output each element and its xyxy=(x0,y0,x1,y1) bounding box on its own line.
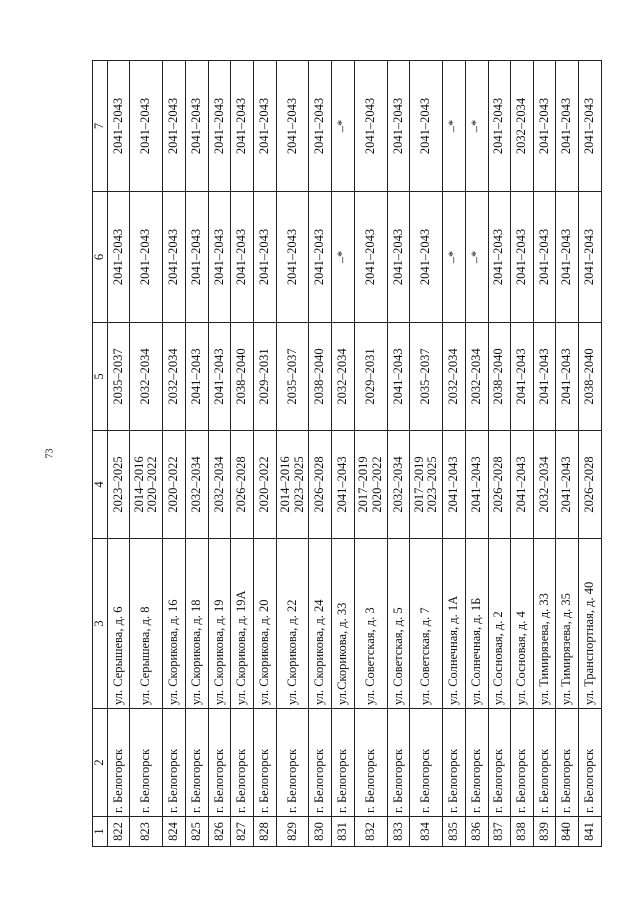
city-cell: г. Белогорск xyxy=(107,709,130,817)
col4-cell: 2041–2043 xyxy=(332,431,355,539)
address-cell: ул. Скорикова, д. 19А xyxy=(231,539,254,709)
row-number: 839 xyxy=(533,817,556,847)
city-cell: г. Белогорск xyxy=(465,709,488,817)
col6-cell: 2041–2043 xyxy=(511,192,534,323)
col4-cell: 2032–2034 xyxy=(387,431,410,539)
col4-cell: 2041–2043 xyxy=(556,431,579,539)
col4-cell: 2014–2016 2023–2025 xyxy=(276,431,309,539)
header-col-5: 5 xyxy=(93,323,108,431)
city-cell: г. Белогорск xyxy=(556,709,579,817)
row-number: 831 xyxy=(332,817,355,847)
col6-cell: –* xyxy=(443,192,466,323)
row-number: 832 xyxy=(354,817,387,847)
table-row xyxy=(208,61,231,847)
schedule-table xyxy=(92,60,602,847)
table-row xyxy=(130,61,163,847)
col7-cell: 2041–2043 xyxy=(533,61,556,192)
col4-cell: 2032–2034 xyxy=(533,431,556,539)
address-cell: ул. Советская, д. 7 xyxy=(410,539,443,709)
table-row xyxy=(309,61,332,847)
col5-cell: 2041–2043 xyxy=(185,323,208,431)
address-cell: ул. Солнечная, д. 1Б xyxy=(465,539,488,709)
row-number: 825 xyxy=(185,817,208,847)
table-row xyxy=(231,61,254,847)
col7-cell: 2041–2043 xyxy=(410,61,443,192)
row-number: 824 xyxy=(163,817,186,847)
col7-cell: –* xyxy=(465,61,488,192)
col4-cell: 2032–2034 xyxy=(185,431,208,539)
table-row xyxy=(387,61,410,847)
col6-cell: 2041–2043 xyxy=(253,192,276,323)
col6-cell: 2041–2043 xyxy=(387,192,410,323)
row-number: 840 xyxy=(556,817,579,847)
header-col-1: 1 xyxy=(93,817,108,847)
city-cell: г. Белогорск xyxy=(332,709,355,817)
col4-cell: 2026–2028 xyxy=(579,431,602,539)
col4-cell: 2023–2025 xyxy=(107,431,130,539)
col7-cell: 2041–2043 xyxy=(579,61,602,192)
table-row xyxy=(185,61,208,847)
header-col-4: 4 xyxy=(93,431,108,539)
col6-cell: 2041–2043 xyxy=(231,192,254,323)
city-cell: г. Белогорск xyxy=(443,709,466,817)
col7-cell: 2041–2043 xyxy=(253,61,276,192)
col6-cell: 2041–2043 xyxy=(533,192,556,323)
address-cell: ул.Скорикова, д. 33 xyxy=(332,539,355,709)
col7-cell: 2041–2043 xyxy=(130,61,163,192)
table-row xyxy=(465,61,488,847)
col6-cell: 2041–2043 xyxy=(556,192,579,323)
city-cell: г. Белогорск xyxy=(208,709,231,817)
table-row xyxy=(163,61,186,847)
page-number: 73 xyxy=(44,448,56,459)
col5-cell: 2035–2037 xyxy=(107,323,130,431)
col6-cell: 2041–2043 xyxy=(107,192,130,323)
table-row xyxy=(253,61,276,847)
address-cell: ул. Тимирязева, д. 33 xyxy=(533,539,556,709)
city-cell: г. Белогорск xyxy=(533,709,556,817)
col7-cell: –* xyxy=(332,61,355,192)
city-cell: г. Белогорск xyxy=(185,709,208,817)
address-cell: ул. Советская, д. 5 xyxy=(387,539,410,709)
col7-cell: 2041–2043 xyxy=(556,61,579,192)
col7-cell: –* xyxy=(443,61,466,192)
col6-cell: 2041–2043 xyxy=(276,192,309,323)
row-number: 827 xyxy=(231,817,254,847)
address-cell: ул. Скорикова, д. 22 xyxy=(276,539,309,709)
col5-cell: 2032–2034 xyxy=(332,323,355,431)
col7-cell: 2041–2043 xyxy=(354,61,387,192)
col7-cell: 2041–2043 xyxy=(185,61,208,192)
col5-cell: 2032–2034 xyxy=(130,323,163,431)
col4-cell: 2026–2028 xyxy=(309,431,332,539)
address-cell: ул. Скорикова, д. 24 xyxy=(309,539,332,709)
col4-cell: 2032–2034 xyxy=(208,431,231,539)
city-cell: г. Белогорск xyxy=(309,709,332,817)
col5-cell: 2041–2043 xyxy=(533,323,556,431)
address-cell: ул. Скорикова, д. 16 xyxy=(163,539,186,709)
col7-cell: 2041–2043 xyxy=(208,61,231,192)
col4-cell: 2041–2043 xyxy=(465,431,488,539)
col6-cell: 2041–2043 xyxy=(185,192,208,323)
address-cell: ул. Тимирязева, д. 35 xyxy=(556,539,579,709)
row-number: 826 xyxy=(208,817,231,847)
col6-cell: –* xyxy=(465,192,488,323)
col7-cell: 2041–2043 xyxy=(309,61,332,192)
col5-cell: 2038–2040 xyxy=(488,323,511,431)
city-cell: г. Белогорск xyxy=(276,709,309,817)
address-cell: ул. Солнечная, д. 1А xyxy=(443,539,466,709)
col5-cell: 2029–2031 xyxy=(253,323,276,431)
table-header-row xyxy=(93,61,108,847)
col4-cell: 2026–2028 xyxy=(231,431,254,539)
col5-cell: 2032–2034 xyxy=(443,323,466,431)
row-number: 841 xyxy=(579,817,602,847)
row-number: 829 xyxy=(276,817,309,847)
row-number: 834 xyxy=(410,817,443,847)
col5-cell: 2032–2034 xyxy=(163,323,186,431)
address-cell: ул. Транспортная, д. 40 xyxy=(579,539,602,709)
address-cell: ул. Серышева, д. 8 xyxy=(130,539,163,709)
table-row xyxy=(488,61,511,847)
city-cell: г. Белогорск xyxy=(579,709,602,817)
address-cell: ул. Скорикова, д. 20 xyxy=(253,539,276,709)
city-cell: г. Белогорск xyxy=(387,709,410,817)
col6-cell: 2041–2043 xyxy=(488,192,511,323)
col6-cell: 2041–2043 xyxy=(579,192,602,323)
city-cell: г. Белогорск xyxy=(410,709,443,817)
col4-cell: 2026–2028 xyxy=(488,431,511,539)
col6-cell: 2041–2043 xyxy=(130,192,163,323)
header-col-3: 3 xyxy=(93,539,108,709)
table-row xyxy=(556,61,579,847)
col7-cell: 2041–2043 xyxy=(276,61,309,192)
address-cell: ул. Скорикова, д. 19 xyxy=(208,539,231,709)
city-cell: г. Белогорск xyxy=(231,709,254,817)
col7-cell: 2041–2043 xyxy=(488,61,511,192)
row-number: 835 xyxy=(443,817,466,847)
address-cell: ул. Сосновая, д. 2 xyxy=(488,539,511,709)
row-number: 838 xyxy=(511,817,534,847)
address-cell: ул. Сосновая, д. 4 xyxy=(511,539,534,709)
city-cell: г. Белогорск xyxy=(354,709,387,817)
col5-cell: 2038–2040 xyxy=(231,323,254,431)
table-row xyxy=(332,61,355,847)
col5-cell: 2029–2031 xyxy=(354,323,387,431)
city-cell: г. Белогорск xyxy=(253,709,276,817)
city-cell: г. Белогорск xyxy=(163,709,186,817)
row-number: 830 xyxy=(309,817,332,847)
col5-cell: 2041–2043 xyxy=(387,323,410,431)
city-cell: г. Белогорск xyxy=(488,709,511,817)
col5-cell: 2032–2034 xyxy=(465,323,488,431)
table-row xyxy=(107,61,130,847)
col7-cell: 2032–2034 xyxy=(511,61,534,192)
table-body xyxy=(107,61,601,847)
address-cell: ул. Серышева, д. 6 xyxy=(107,539,130,709)
col7-cell: 2041–2043 xyxy=(163,61,186,192)
city-cell: г. Белогорск xyxy=(130,709,163,817)
col5-cell: 2041–2043 xyxy=(511,323,534,431)
table-row xyxy=(511,61,534,847)
table-row xyxy=(410,61,443,847)
col5-cell: 2035–2037 xyxy=(410,323,443,431)
city-cell: г. Белогорск xyxy=(511,709,534,817)
table-row xyxy=(579,61,602,847)
row-number: 836 xyxy=(465,817,488,847)
col4-cell: 2017–2019 2020–2022 xyxy=(354,431,387,539)
row-number: 828 xyxy=(253,817,276,847)
table-wrapper xyxy=(92,61,602,847)
row-number: 823 xyxy=(130,817,163,847)
col5-cell: 2038–2040 xyxy=(309,323,332,431)
col5-cell: 2041–2043 xyxy=(556,323,579,431)
table-row xyxy=(276,61,309,847)
col4-cell: 2041–2043 xyxy=(443,431,466,539)
col4-cell: 2014–2016 2020–2022 xyxy=(130,431,163,539)
col4-cell: 2020–2022 xyxy=(163,431,186,539)
table-row xyxy=(354,61,387,847)
col7-cell: 2041–2043 xyxy=(231,61,254,192)
table-row xyxy=(533,61,556,847)
col7-cell: 2041–2043 xyxy=(107,61,130,192)
row-number: 822 xyxy=(107,817,130,847)
row-number: 837 xyxy=(488,817,511,847)
address-cell: ул. Советская, д. 3 xyxy=(354,539,387,709)
table-row xyxy=(443,61,466,847)
col4-cell: 2017–2019 2023–2025 xyxy=(410,431,443,539)
col5-cell: 2041–2043 xyxy=(208,323,231,431)
col6-cell: 2041–2043 xyxy=(208,192,231,323)
header-col-2: 2 xyxy=(93,709,108,817)
col7-cell: 2041–2043 xyxy=(387,61,410,192)
col6-cell: –* xyxy=(332,192,355,323)
col6-cell: 2041–2043 xyxy=(410,192,443,323)
col4-cell: 2041–2043 xyxy=(511,431,534,539)
row-number: 833 xyxy=(387,817,410,847)
header-col-7: 7 xyxy=(93,61,108,192)
col6-cell: 2041–2043 xyxy=(309,192,332,323)
header-col-6: 6 xyxy=(93,192,108,323)
address-cell: ул. Скорикова, д. 18 xyxy=(185,539,208,709)
col5-cell: 2038–2040 xyxy=(579,323,602,431)
col5-cell: 2035–2037 xyxy=(276,323,309,431)
col4-cell: 2020–2022 xyxy=(253,431,276,539)
col6-cell: 2041–2043 xyxy=(163,192,186,323)
rotated-table-area xyxy=(92,61,602,847)
col6-cell: 2041–2043 xyxy=(354,192,387,323)
